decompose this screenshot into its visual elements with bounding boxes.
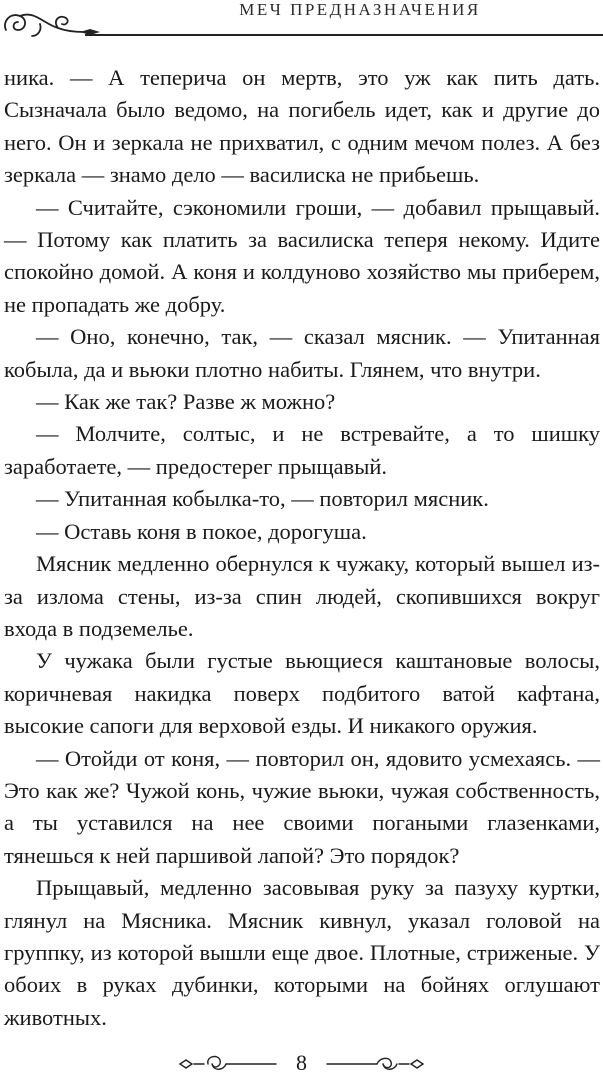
- paragraph: ника. — А теперича он мертв, это уж как пить дать. Сызначала было ведомо, на погибель идет, как и другие до него. Он и зеркала не прихватил, с одним мечом полез. А без зеркала — знамо дело — василиска не прибьешь.: [4, 65, 600, 188]
- paragraph: Мясник медленно обернулся к чужаку, который вышел из-за излома стены, из-за спин людей, скопившихся вокруг входа в подземелье.: [4, 551, 600, 641]
- running-title: МЕЧ ПРЕДНАЗНАЧЕНИЯ: [239, 0, 481, 19]
- paragraph: — Упитанная кобылка-то, — повторил мясник.: [36, 486, 489, 512]
- paragraph: — Отойди от коня, — повторил он, ядовито усмехаясь. — Это как же? Чужой конь, чужие вьюки, чужая собственность, а ты уставился на нее своими погаными глазенками, тянешься к ней паршивой лапой? Это порядок?: [4, 745, 600, 868]
- paragraph: — Молчите, солтыс, и не встревайте, а то шишку заработаете, — предостерег прыщавый.: [4, 421, 600, 479]
- paragraph: — Как же так? Разве ж можно?: [36, 389, 336, 415]
- paragraph: Прыщавый, медленно засовывая руку за пазуху куртки, глянул на Мясника. Мясник кивнул, указал головой на группку, из которой вышли еще двое. Плотные, стриженые. У обоих в руках дубинки, которыми на бойнях оглушают животных.: [4, 875, 600, 1030]
- page-number: 8: [296, 1050, 307, 1075]
- paragraph: — Оно, конечно, так, — сказал мясник. — Упитанная кобыла, да и вьюки плотно набиты. Глянем, что внутри.: [4, 324, 600, 382]
- page-footer: [0, 1048, 603, 1088]
- paragraph: У чужака были густые вьющиеся каштановые волосы, коричневая накидка поверх подбитого ватой кафтана, высокие сапоги для верховой езды. И никакого оружия.: [4, 648, 600, 739]
- flourish-right-icon: [325, 1048, 425, 1078]
- paragraph: — Считайте, сэкономили гроши, — добавил прыщавый. — Потому как платить за василиска теперя некому. Идите спокойно домой. А коня и колдуново хозяйство мы приберем, не пропадать же добру.: [4, 194, 600, 317]
- page-body: [4, 62, 600, 1034]
- header-rule: [85, 34, 603, 36]
- scroll-flourish-icon: [0, 0, 100, 44]
- page-header: [0, 0, 603, 44]
- paragraph: — Оставь коня в покое, дорогуша.: [36, 518, 367, 544]
